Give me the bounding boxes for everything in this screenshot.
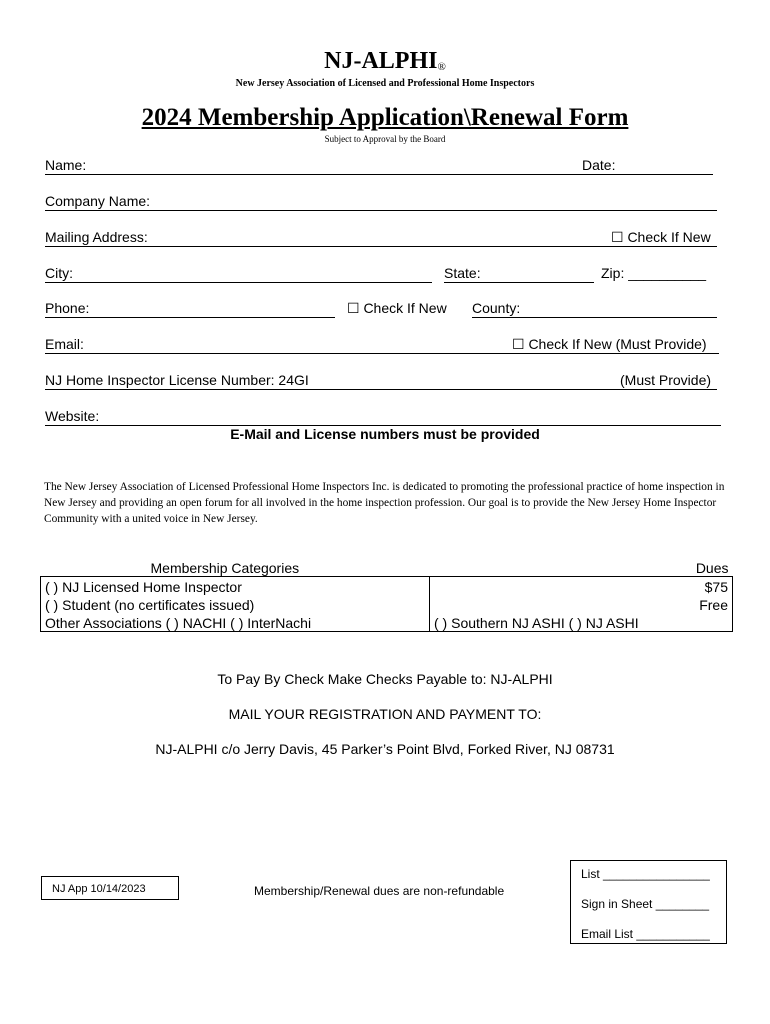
zip-field[interactable]: Zip: __________ — [601, 265, 707, 281]
name-label: Name: — [45, 157, 87, 173]
date-label: Date: — [582, 157, 616, 173]
city-field[interactable] — [45, 282, 432, 283]
office-list: List ________________ — [581, 867, 710, 881]
license-label: NJ Home Inspector License Number: 24GI — [45, 372, 309, 388]
license-must-provide: (Must Provide) — [620, 372, 712, 388]
dues-row-other — [41, 613, 733, 632]
email-field[interactable] — [45, 353, 719, 354]
required-notice: E-Mail and License numbers must be provided — [230, 426, 540, 442]
form-title: 2024 Membership Application\Renewal Form — [141, 104, 629, 131]
email-label: Email: — [45, 336, 84, 352]
state-field[interactable] — [444, 282, 594, 283]
other-associations-left[interactable]: Other Associations ( ) NACHI ( ) InterNachi — [41, 613, 430, 632]
student-dues: Free — [430, 595, 733, 613]
mailing-check-new[interactable]: ☐ Check If New — [611, 229, 711, 245]
header-category: Membership Categories — [150, 560, 300, 576]
office-use-box — [570, 860, 727, 944]
org-name-text: NJ-ALPHI — [324, 48, 438, 74]
office-sign-in: Sign in Sheet ________ — [581, 897, 710, 911]
office-email-list: Email List ___________ — [581, 927, 710, 941]
org-name — [0, 48, 770, 75]
mailing-label: Mailing Address: — [45, 229, 148, 245]
student-option[interactable]: ( ) Student (no certificates issued) — [41, 595, 430, 613]
phone-label: Phone: — [45, 300, 90, 316]
mailing-field[interactable] — [45, 246, 717, 247]
website-label: Website: — [45, 408, 100, 424]
company-label: Company Name: — [45, 193, 151, 209]
registered-mark: ® — [437, 61, 446, 73]
county-label: County: — [472, 300, 521, 316]
check-payable-text: To Pay By Check Make Checks Payable to: NJ-ALPHI — [217, 671, 553, 687]
city-label: City: — [45, 265, 73, 281]
other-associations-right[interactable]: ( ) Southern NJ ASHI ( ) NJ ASHI — [430, 613, 733, 632]
org-full-name: New Jersey Association of Licensed and Professional Home Inspectors — [235, 78, 535, 89]
mailing-address-text: NJ-ALPHI c/o Jerry Davis, 45 Parker’s Point Blvd, Forked River, NJ 08731 — [155, 741, 615, 757]
name-field[interactable] — [45, 174, 713, 175]
phone-field[interactable] — [45, 317, 335, 318]
state-label: State: — [444, 265, 481, 281]
mail-to-text: MAIL YOUR REGISTRATION AND PAYMENT TO: — [228, 706, 542, 722]
company-field[interactable] — [45, 210, 717, 211]
form-version-box: NJ App 10/14/2023 — [41, 876, 179, 900]
description-paragraph: The New Jersey Association of Licensed Professional Home Inspectors Inc. is dedicated to promoting the professional practice of home inspection in New Jersey and providing an open forum for all involved in the home inspection profession. Our goal is to provide the New Jersey Home Inspector Community with a united voice in New Jersey. — [44, 481, 725, 525]
dues-table — [40, 558, 733, 632]
county-field[interactable] — [472, 317, 717, 318]
header-dues: Dues — [695, 560, 729, 576]
licensed-option[interactable]: ( ) NJ Licensed Home Inspector — [41, 577, 430, 596]
dues-row-licensed — [41, 577, 733, 596]
dues-row-student — [41, 595, 733, 613]
non-refundable-note: Membership/Renewal dues are non-refundable — [254, 884, 505, 898]
email-check-new[interactable]: ☐ Check If New (Must Provide) — [512, 336, 707, 352]
license-field[interactable] — [45, 389, 717, 390]
form-subtitle: Subject to Approval by the Board — [324, 134, 446, 144]
dues-header-row — [41, 558, 733, 577]
licensed-dues: $75 — [430, 577, 733, 596]
phone-check-new[interactable]: ☐ Check If New — [347, 300, 447, 316]
